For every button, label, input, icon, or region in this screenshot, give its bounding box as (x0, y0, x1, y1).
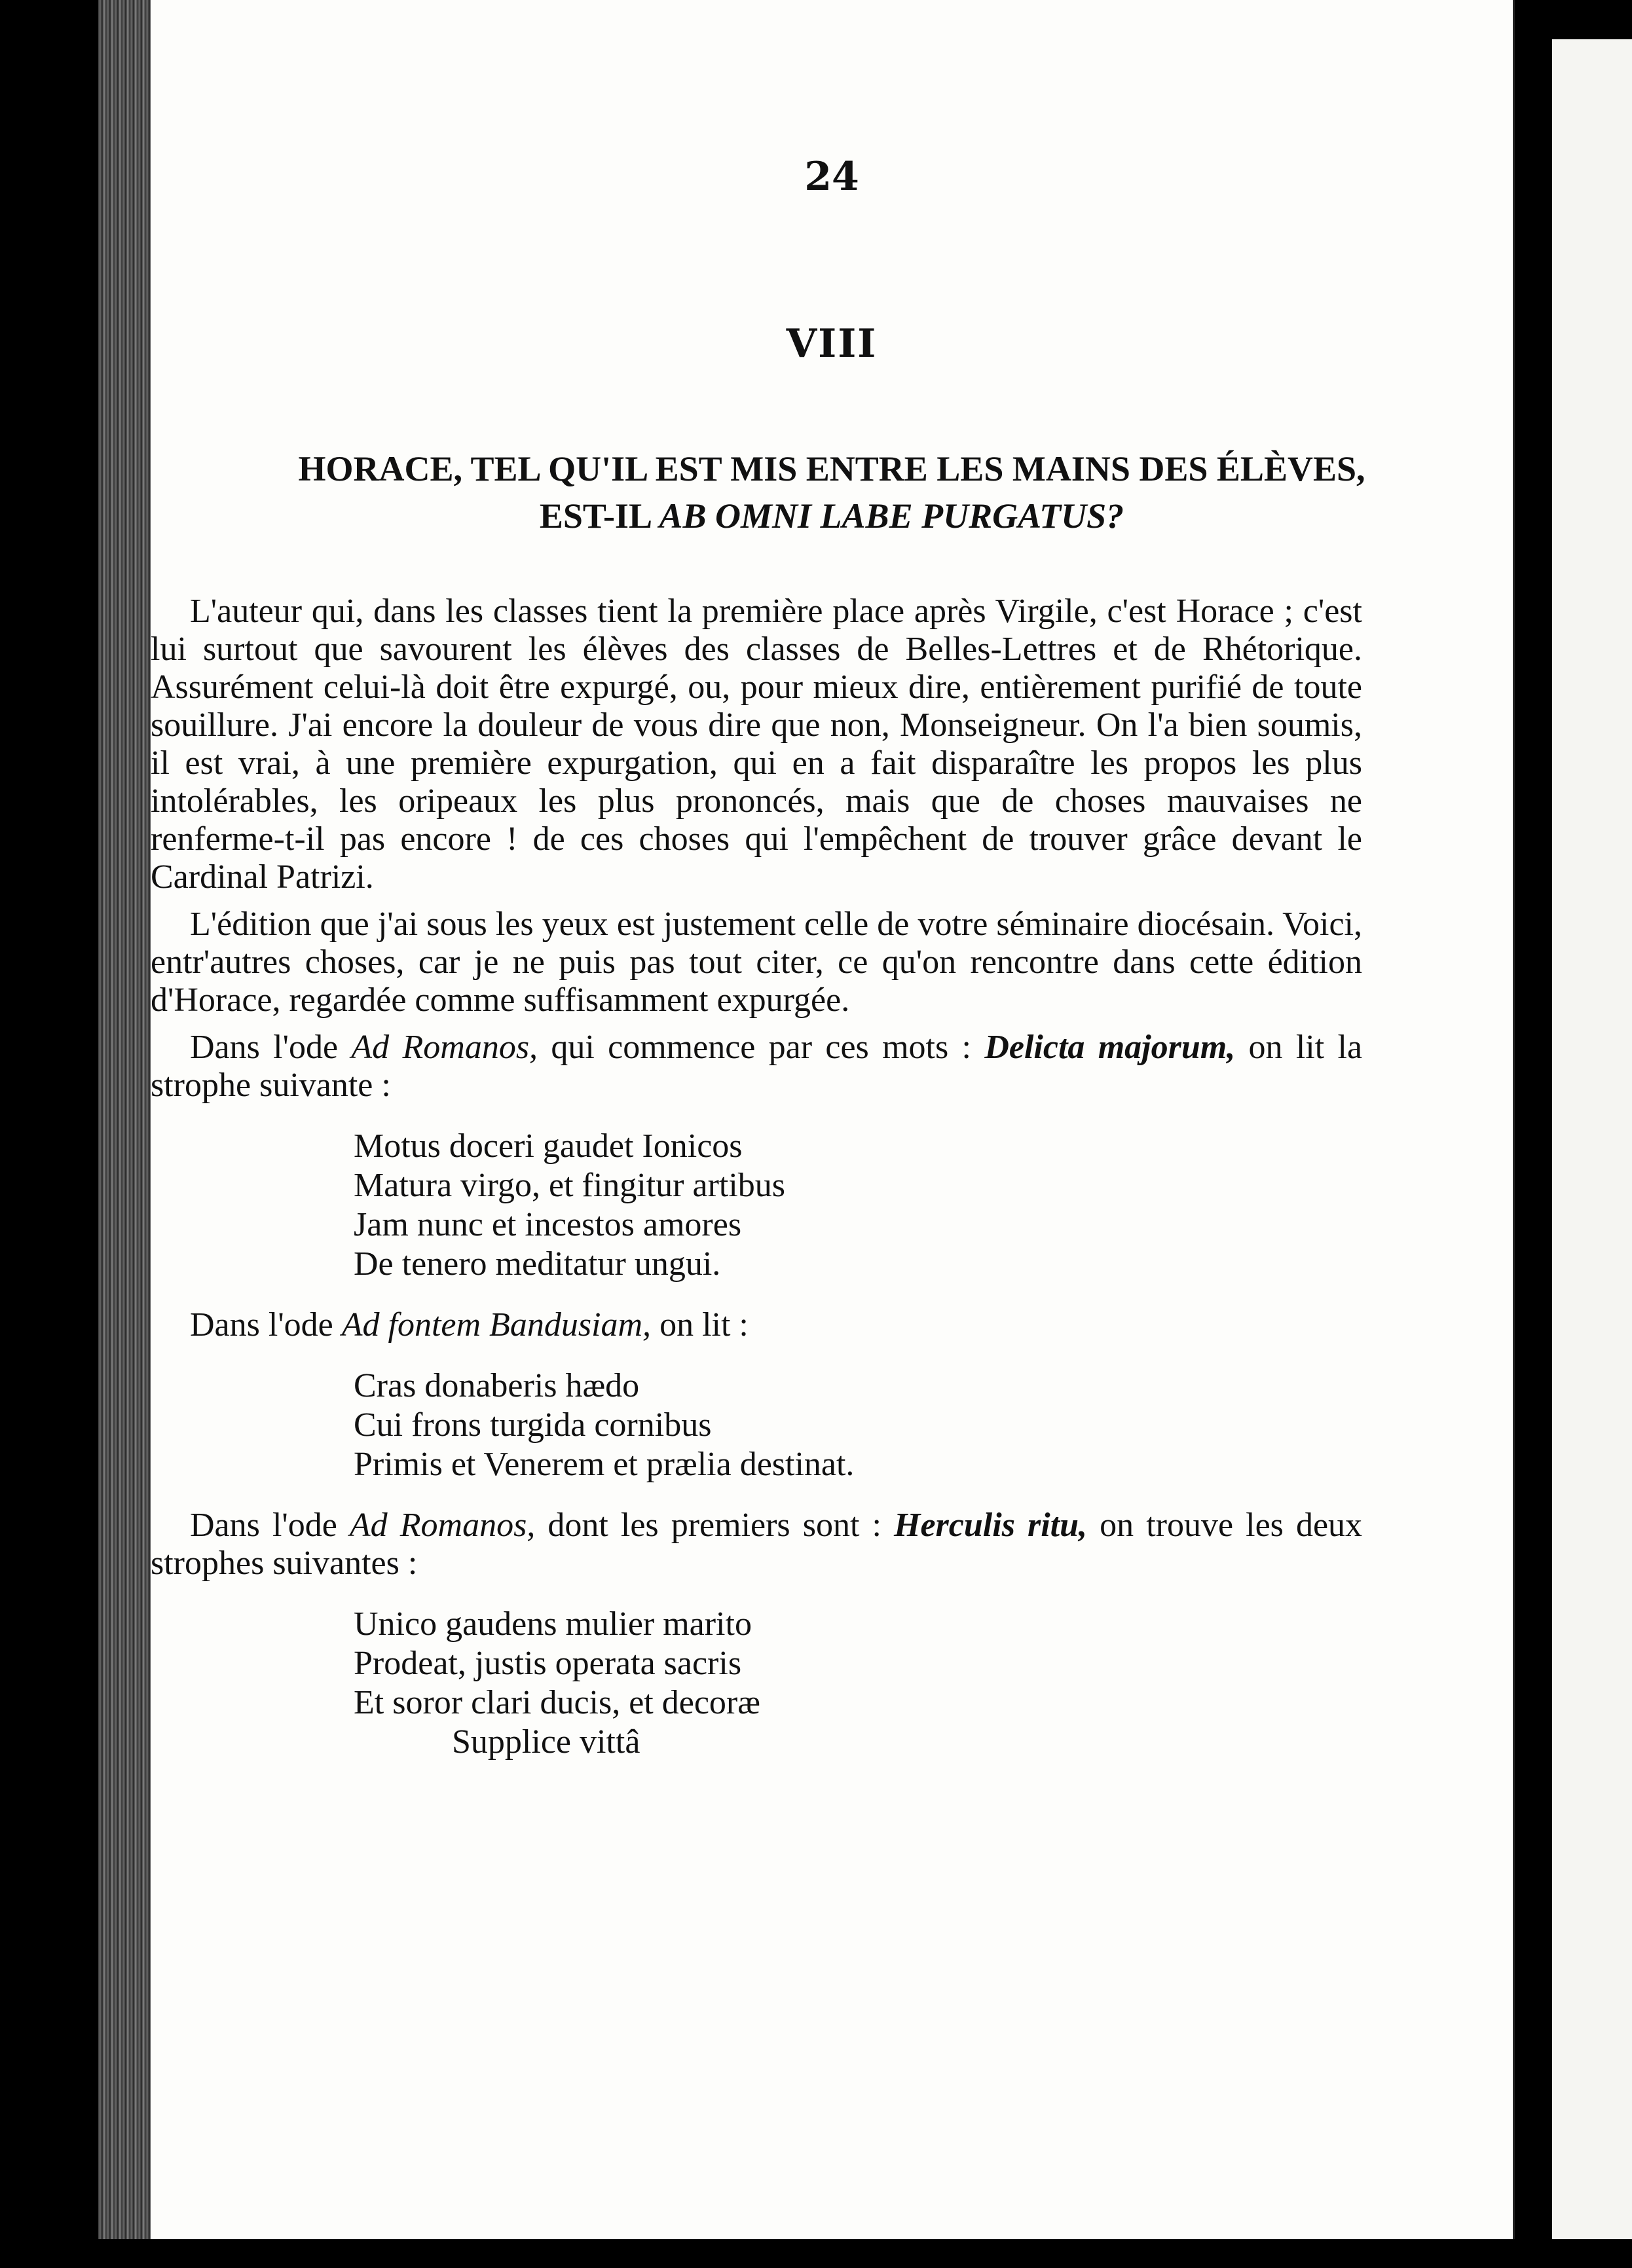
verse-line: Jam nunc et incestos amores (354, 1206, 742, 1243)
p5-text-b: dont les premiers sont : (547, 1507, 881, 1544)
p5-text-a: Dans l'ode (190, 1507, 337, 1544)
verse-line: Unico gaudens mulier marito (354, 1605, 752, 1643)
paragraph-3 (151, 1029, 1362, 1105)
verse-line: Matura virgo, et fingitur artibus (354, 1167, 786, 1204)
p4-text-a: Dans l'ode (190, 1306, 333, 1344)
paragraph-4 (151, 1306, 1362, 1344)
verse-line: Primis et Venerem et prælia destinat. (354, 1446, 855, 1483)
verse-line: Motus doceri gaudet Ionicos (354, 1127, 743, 1165)
chapter-number: VIII (786, 321, 878, 367)
chapter-title-line1: HORACE, TEL QU'IL EST MIS ENTRE LES MAINS DES ÉLÈVES, (298, 449, 1365, 488)
p3-quote: Delicta majorum, (984, 1029, 1236, 1066)
verse-strophe-3 (354, 1605, 1362, 1762)
chapter-title-line2 (177, 492, 1487, 540)
p4-text-b: on lit : (659, 1306, 749, 1344)
p4-ode-title: Ad fontem Bandusiam, (341, 1306, 652, 1344)
verse-line: Et soror clari ducis, et decoræ (354, 1684, 760, 1721)
p5-ode-title: Ad Romanos, (349, 1507, 536, 1544)
page-number: 24 (804, 154, 859, 200)
p3-text-b: qui commence par ces mots : (551, 1029, 972, 1066)
facing-page-edge (1552, 39, 1632, 2239)
verse-line: Supplice vittâ (452, 1723, 640, 1761)
p3-text-a: Dans l'ode (190, 1029, 339, 1066)
body-text (151, 593, 1362, 1784)
chapter-title (177, 445, 1487, 540)
paragraph-2: L'édition que j'ai sous les yeux est justement celle de votre séminaire diocésain. Voici, entr'autres choses, car je ne puis pas tout citer, ce qu'on rencontre dans cette édition d'Horace, regardée comme suffisamment expurgée. (151, 905, 1362, 1019)
verse-line: Cras donaberis hædo (354, 1367, 640, 1404)
p5-text-c: on trouve les deux strophes suivantes : (151, 1507, 1363, 1582)
paragraph-1: L'auteur qui, dans les classes tient la première place après Virgile, c'est Horace ; c'est lui surtout que savourent les élèves des classes de Belles-Lettres et de Rhétorique. Assurément celui-là doit être expurgé, ou, pour mieux dire, entièrement purifié de toute souillure. J'ai encore la douleur de vous dire que non, Monseigneur. On l'a bien soumis, il est vrai, à une première expurgation, qui en a fait disparaître les propos les plus intolérables, les oripeaux les plus prononcés, mais que de choses mauvaises ne renferme-t-il pas encore ! de ces choses qui l'empêchent de trouver grâce devant le Cardinal Patrizi. (151, 593, 1362, 896)
paragraph-5 (151, 1507, 1362, 1582)
p3-text-c: on lit la strophe suivante : (151, 1029, 1363, 1104)
verse-line: Cui frons turgida cornibus (354, 1406, 712, 1444)
verse-strophe-1 (354, 1127, 1362, 1284)
verse-line: Prodeat, justis operata sacris (354, 1645, 742, 1682)
p5-quote: Herculis ritu, (894, 1507, 1088, 1544)
verse-line: De tenero meditatur ungui. (354, 1245, 721, 1283)
book-spine (98, 0, 151, 2239)
verse-strophe-2 (354, 1366, 1362, 1484)
p3-ode-title: Ad Romanos, (351, 1029, 538, 1066)
chapter-title-latin: AB OMNI LABE PURGATUS? (659, 496, 1124, 536)
chapter-title-prefix: EST-IL (539, 496, 650, 536)
